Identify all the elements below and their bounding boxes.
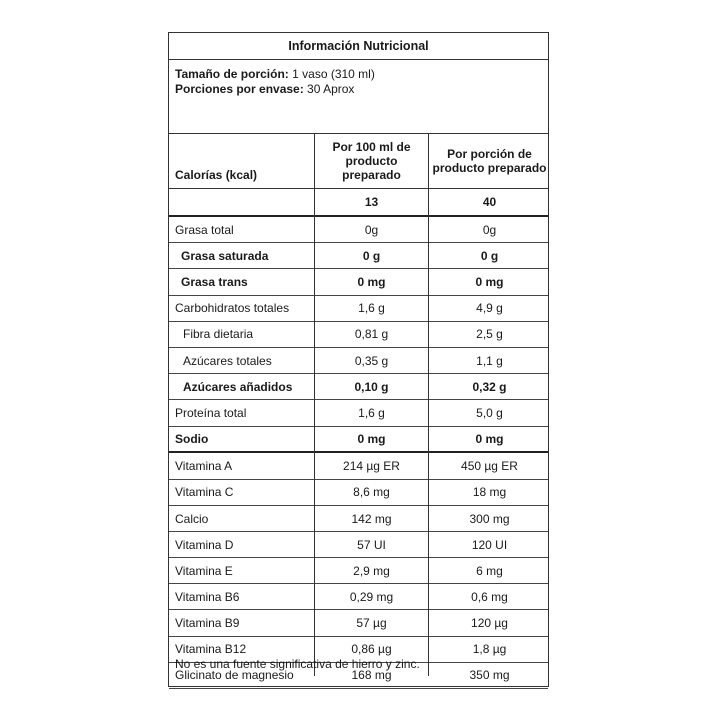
column-divider-2 xyxy=(428,134,429,676)
column-header-per-100ml xyxy=(315,134,428,188)
serving-size-value: 1 vaso (310 ml) xyxy=(288,67,375,81)
nutrient-per-portion: 0 g xyxy=(480,248,499,263)
vitamin-per-100ml: 57 µg xyxy=(356,615,387,630)
vitamin-per-100ml: 2,9 mg xyxy=(353,563,390,578)
nutrient-per-100ml: 0 mg xyxy=(357,431,386,446)
vitamin-per-100ml: 8,6 mg xyxy=(353,485,390,500)
vitamin-per-portion: 120 µg xyxy=(471,615,508,630)
vitamin-per-portion: 6 mg xyxy=(476,563,503,578)
nutrition-facts-table xyxy=(168,32,549,687)
nutrient-per-portion: 0g xyxy=(482,222,497,237)
vitamin-per-portion: 18 mg xyxy=(472,485,507,500)
calories-row xyxy=(169,189,548,217)
nutrient-per-portion: 0 mg xyxy=(475,274,504,289)
vitamin-per-portion: 0,6 mg xyxy=(471,589,508,604)
serving-size-label: Tamaño de porción: xyxy=(175,67,289,81)
nutrient-row xyxy=(169,322,548,348)
nutrient-per-100ml: 1,6 g xyxy=(358,405,385,420)
nutrient-per-100ml: 0g xyxy=(364,222,379,237)
vitamin-name: Vitamina A xyxy=(175,459,233,474)
vitamin-per-portion: 300 mg xyxy=(469,511,510,526)
vitamin-row xyxy=(169,532,548,558)
calories-label: Calorías (kcal) xyxy=(175,167,258,182)
vitamin-per-100ml: 214 µg ER xyxy=(343,459,400,474)
vitamin-name: Calcio xyxy=(175,511,209,526)
nutrient-per-portion: 5,0 g xyxy=(476,405,503,420)
column-header-per-100ml-text: Por 100 ml de producto preparado xyxy=(332,140,411,182)
nutrient-per-portion: 0,32 g xyxy=(472,379,507,394)
nutrient-row xyxy=(169,427,548,453)
nutrient-name: Fibra dietaria xyxy=(183,327,254,342)
servings-per-container-line xyxy=(175,82,548,97)
serving-size-line xyxy=(175,67,548,82)
nutrient-name: Azúcares añadidos xyxy=(183,379,293,394)
calories-per-100ml: 13 xyxy=(364,195,379,209)
vitamin-per-100ml: 168 mg xyxy=(351,668,392,683)
nutrient-per-100ml: 0,10 g xyxy=(354,379,389,394)
nutrient-per-portion: 1,1 g xyxy=(476,353,503,368)
vitamin-row xyxy=(169,506,548,532)
nutrient-per-100ml: 0,35 g xyxy=(354,353,389,368)
nutrient-row xyxy=(169,374,548,400)
nutrient-per-100ml: 1,6 g xyxy=(358,301,385,316)
vitamin-per-100ml: 0,29 mg xyxy=(349,589,394,604)
nutrient-name: Azúcares totales xyxy=(183,353,272,368)
nutrient-name: Carbohidratos totales xyxy=(175,301,290,316)
nutrient-name: Proteína total xyxy=(175,405,247,420)
servings-per-container-value: 30 Aprox xyxy=(303,82,355,96)
vitamin-row xyxy=(169,584,548,610)
column-header-per-portion xyxy=(429,134,550,188)
vitamin-per-portion: 350 mg xyxy=(469,668,510,683)
column-divider-1 xyxy=(314,134,315,676)
nutrient-name: Sodio xyxy=(175,431,209,446)
footnote: No es una fuente significativa de hierro y zinc. xyxy=(175,657,420,671)
vitamin-name: Glicinato de magnesio xyxy=(175,668,294,683)
vitamin-row xyxy=(169,558,548,584)
nutrient-row xyxy=(169,269,548,295)
vitamin-name: Vitamina B9 xyxy=(175,615,240,630)
vitamin-per-100ml: 57 UI xyxy=(357,537,386,552)
nutrient-per-100ml: 0,81 g xyxy=(354,327,389,342)
nutrient-per-portion: 0 mg xyxy=(475,431,504,446)
nutrient-row xyxy=(169,348,548,374)
vitamin-name: Vitamina D xyxy=(175,537,234,552)
nutrient-per-portion: 4,9 g xyxy=(476,301,503,316)
table-title: Información Nutricional xyxy=(169,33,548,60)
nutrient-row xyxy=(169,243,548,269)
nutrient-per-100ml: 0 g xyxy=(362,248,381,263)
vitamin-row xyxy=(169,454,548,480)
vitamin-row xyxy=(169,610,548,636)
nutrient-row xyxy=(169,296,548,322)
vitamin-per-portion: 1,8 µg xyxy=(472,642,507,657)
column-header-row xyxy=(169,134,548,189)
vitamin-name: Vitamina C xyxy=(175,485,234,500)
vitamin-name: Vitamina E xyxy=(175,563,233,578)
calories-per-portion: 40 xyxy=(482,195,497,209)
nutrient-name: Grasa total xyxy=(175,222,234,237)
nutrient-per-portion: 2,5 g xyxy=(476,327,503,342)
vitamin-per-portion: 120 UI xyxy=(471,537,508,552)
nutrient-per-100ml: 0 mg xyxy=(357,274,386,289)
nutrient-row xyxy=(169,217,548,243)
vitamin-name: Vitamina B6 xyxy=(175,589,240,604)
nutrient-row xyxy=(169,400,548,426)
vitamin-name: Vitamina B12 xyxy=(175,642,247,657)
serving-info xyxy=(169,60,548,134)
vitamin-per-portion: 450 µg ER xyxy=(461,459,518,474)
vitamin-row xyxy=(169,480,548,506)
column-header-per-portion-text: Por porción de producto preparado xyxy=(432,147,547,175)
vitamin-per-100ml: 0,86 µg xyxy=(351,642,392,657)
vitamin-per-100ml: 142 mg xyxy=(351,511,392,526)
servings-per-container-label: Porciones por envase: xyxy=(175,82,304,96)
nutrient-name: Grasa trans xyxy=(181,274,248,289)
nutrient-name: Grasa saturada xyxy=(181,248,269,263)
